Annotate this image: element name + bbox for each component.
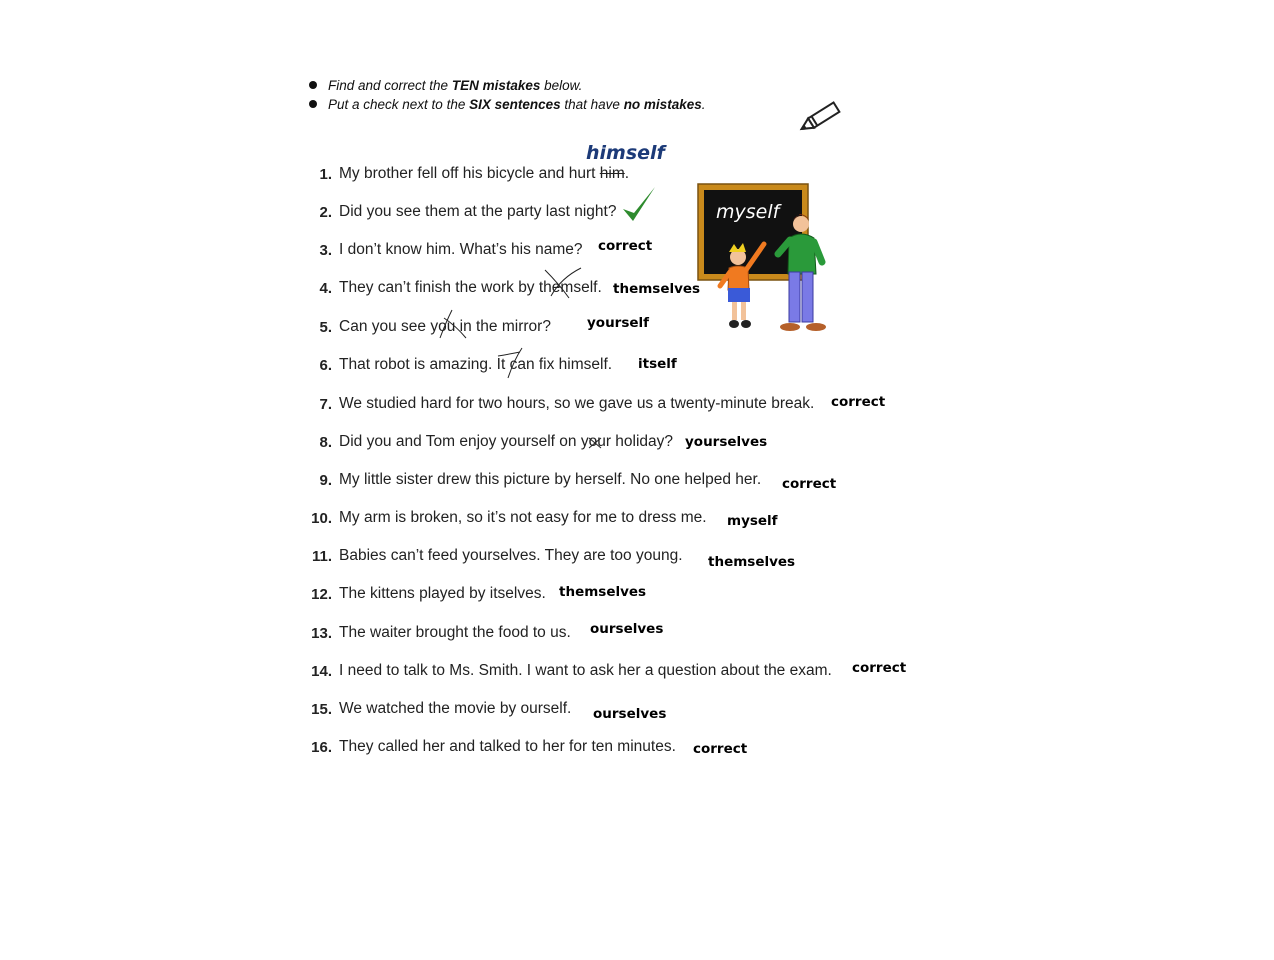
answer-label: myself: [727, 513, 778, 529]
sentence-text: We watched the movie by ourself.: [339, 700, 572, 717]
answer-label: ourselves: [593, 706, 667, 722]
sentence-text: My arm is broken, so it’s not easy for me to dress me.: [339, 509, 707, 526]
instruction-1: Find and correct the TEN mistakes below.: [305, 76, 706, 95]
struck-word: him: [599, 165, 625, 182]
sentence-number: 6.: [319, 357, 332, 374]
sentence-number: 3.: [319, 242, 332, 259]
answer-label: yourself: [587, 315, 650, 331]
answer-label: correct: [852, 660, 907, 676]
instructions-list: [305, 76, 706, 114]
sentence-number: 10.: [311, 510, 332, 527]
pencil-icon: [796, 98, 848, 138]
blackboard-word: myself: [716, 201, 780, 223]
sentence-number: 15.: [311, 701, 332, 718]
sentence-text: Did you and Tom enjoy yourself on your holiday?: [339, 433, 674, 450]
answer-label: correct: [782, 476, 837, 492]
answer-label: themselves: [613, 281, 701, 297]
sentence-text: My little sister drew this picture by herself. No one helped her.: [339, 471, 762, 488]
sentence-text: They can’t finish the work by themself.: [339, 279, 602, 296]
sentence-number: 5.: [319, 319, 332, 336]
checkmark-icon: [621, 185, 657, 223]
sentence-number: 9.: [319, 472, 332, 489]
sentence-number: 2.: [319, 204, 332, 221]
answer-label: themselves: [559, 584, 647, 600]
sentence-number: 4.: [319, 280, 332, 297]
cross-mark: [541, 266, 583, 302]
answer-label: correct: [693, 741, 748, 757]
sentence-number: 16.: [311, 739, 332, 756]
handwritten-correction: himself: [586, 142, 665, 164]
answer-label: correct: [598, 238, 653, 254]
answer-label: yourselves: [685, 434, 768, 450]
sentence-text: Babies can’t feed yourselves. They are too young.: [339, 547, 683, 564]
sentence-text: The kittens played by itselves.: [339, 585, 546, 602]
sentence-number: 12.: [311, 586, 332, 603]
instruction-2: Put a check next to the SIX sentences that have no mistakes.: [305, 95, 706, 114]
sentence-text: I don’t know him. What’s his name?: [339, 241, 583, 258]
sentence-text: My brother fell off his bicycle and hurt him.: [339, 165, 630, 182]
sentence-text: I need to talk to Ms. Smith. I want to ask her a question about the exam.: [339, 662, 832, 679]
answer-label: itself: [638, 356, 677, 372]
sentence-number: 14.: [311, 663, 332, 680]
sentence-text: They called her and talked to her for ten minutes.: [339, 738, 676, 755]
sentence-number: 7.: [319, 396, 332, 413]
sentence-text: Can you see you in the mirror?: [339, 318, 551, 335]
sentence-number: 11.: [311, 548, 332, 565]
cross-mark: [494, 346, 526, 380]
answer-label: correct: [831, 394, 886, 410]
sentence-number: 1.: [319, 166, 332, 183]
answer-label: themselves: [708, 554, 796, 570]
answer-label: ourselves: [590, 621, 664, 637]
cross-mark: [438, 308, 470, 340]
sentence-text: The waiter brought the food to us.: [339, 624, 571, 641]
sentence-text: Did you see them at the party last night?: [339, 203, 617, 220]
cross-mark: [587, 436, 603, 450]
sentence-number: 13.: [311, 625, 332, 642]
sentence-text: We studied hard for two hours, so we gave us a twenty-minute break.: [339, 395, 815, 412]
sentence-text: That robot is amazing. It can fix himself.: [339, 356, 613, 373]
sentence-number: 8.: [319, 434, 332, 451]
